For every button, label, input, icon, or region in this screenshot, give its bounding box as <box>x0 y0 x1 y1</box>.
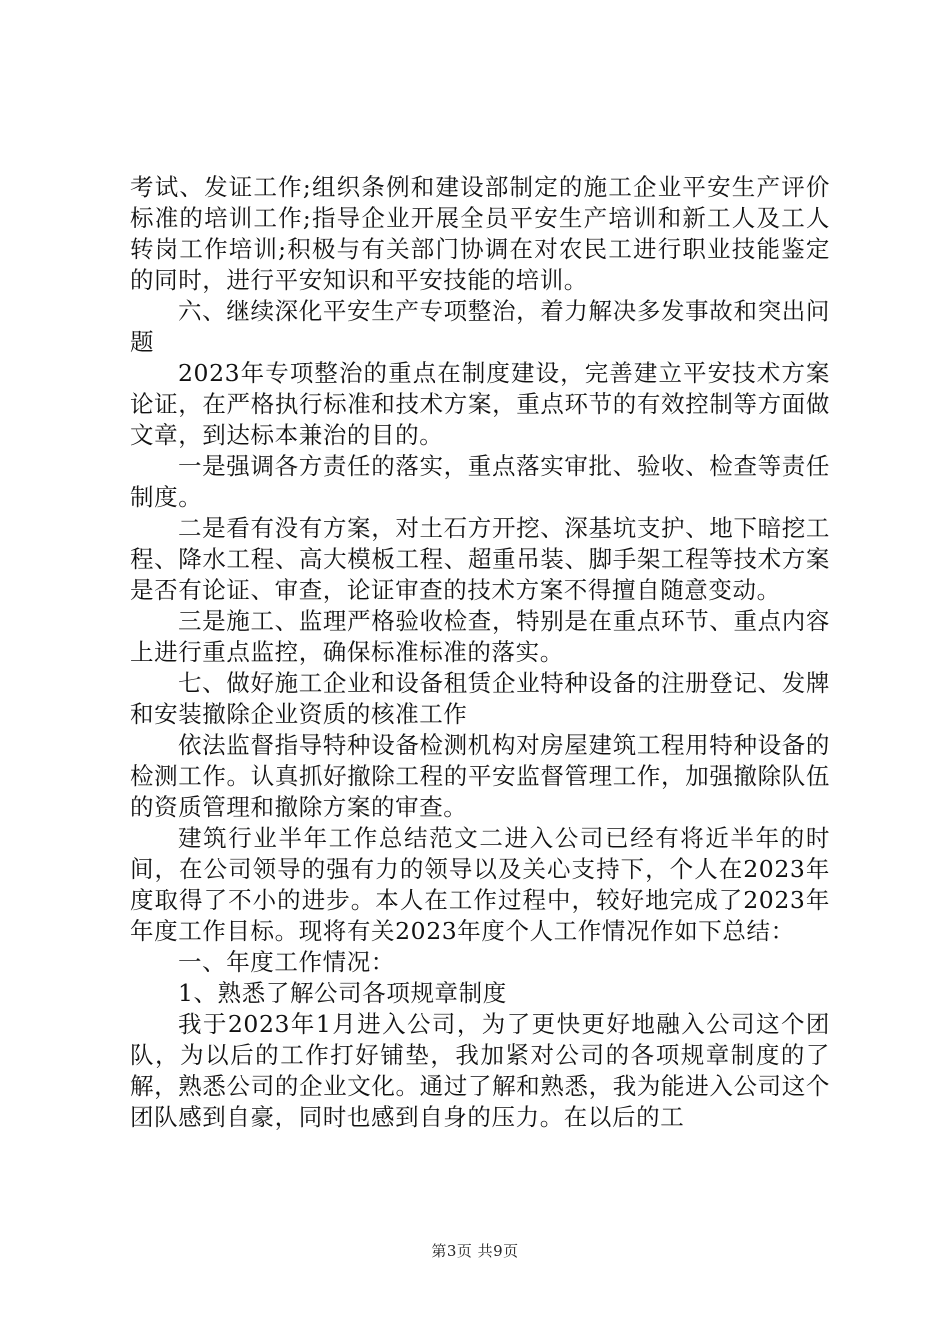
page-footer: 第3页 共9页 <box>431 1242 519 1260</box>
paragraph-7-heading-seven: 七、做好施工企业和设备租赁企业特种设备的注册登记、发牌和安装撤除企业资质的核准工作 <box>130 669 830 728</box>
paragraph-10-section-heading: 一、年度工作情况： <box>178 948 395 976</box>
paragraph-9: 建筑行业半年工作总结范文二进入公司已经有将近半年的时间，在公司领导的强有力的领导以及关心支持下，个人在2023年度取得了不小的进步。本人在工作过程中，较好地完成了2023年年度工作目标。现将有关2023年度个人工作情况作如下总结： <box>130 824 830 945</box>
paragraph-1: 考试、发证工作;组织条例和建设部制定的施工企业平安生产评价标准的培训工作;指导企业开展全员平安生产培训和新工人及工人转岗工作培训;积极与有关部门协调在对农民工进行职业技能鉴定的同时，进行平安知识和平安技能的培训。 <box>130 173 830 294</box>
paragraph-12: 我于2023年1月进入公司，为了更快更好地融入公司这个团队，为以后的工作打好铺垫，我加紧对公司的各项规章制度的了解，熟悉公司的企业文化。通过了解和熟悉，我为能进入公司这个团队感到自豪，同时也感到自身的压力。在以后的工 <box>130 1010 830 1131</box>
paragraph-4: 一是强调各方责任的落实，重点落实审批、验收、检查等责任制度。 <box>130 452 830 511</box>
document-body <box>130 172 830 1133</box>
paragraph-11-subheading: 1、熟悉了解公司各项规章制度 <box>178 979 507 1007</box>
paragraph-5: 二是看有没有方案，对土石方开挖、深基坑支护、地下暗挖工程、降水工程、高大模板工程、超重吊装、脚手架工程等技术方案是否有论证、审查，论证审查的技术方案不得擅自随意变动。 <box>130 514 830 604</box>
paragraph-6: 三是施工、监理严格验收检查，特别是在重点环节、重点内容上进行重点监控，确保标准标准的落实。 <box>130 607 830 666</box>
paragraph-3: 2023年专项整治的重点在制度建设，完善建立平安技术方案论证，在严格执行标准和技术方案，重点环节的有效控制等方面做文章，到达标本兼治的目的。 <box>130 359 830 449</box>
paragraph-8: 依法监督指导特种设备检测机构对房屋建筑工程用特种设备的检测工作。认真抓好撤除工程的平安监督管理工作，加强撤除队伍的资质管理和撤除方案的审查。 <box>130 731 830 821</box>
paragraph-2-heading-six: 六、继续深化平安生产专项整治，着力解决多发事故和突出问题 <box>130 297 830 356</box>
